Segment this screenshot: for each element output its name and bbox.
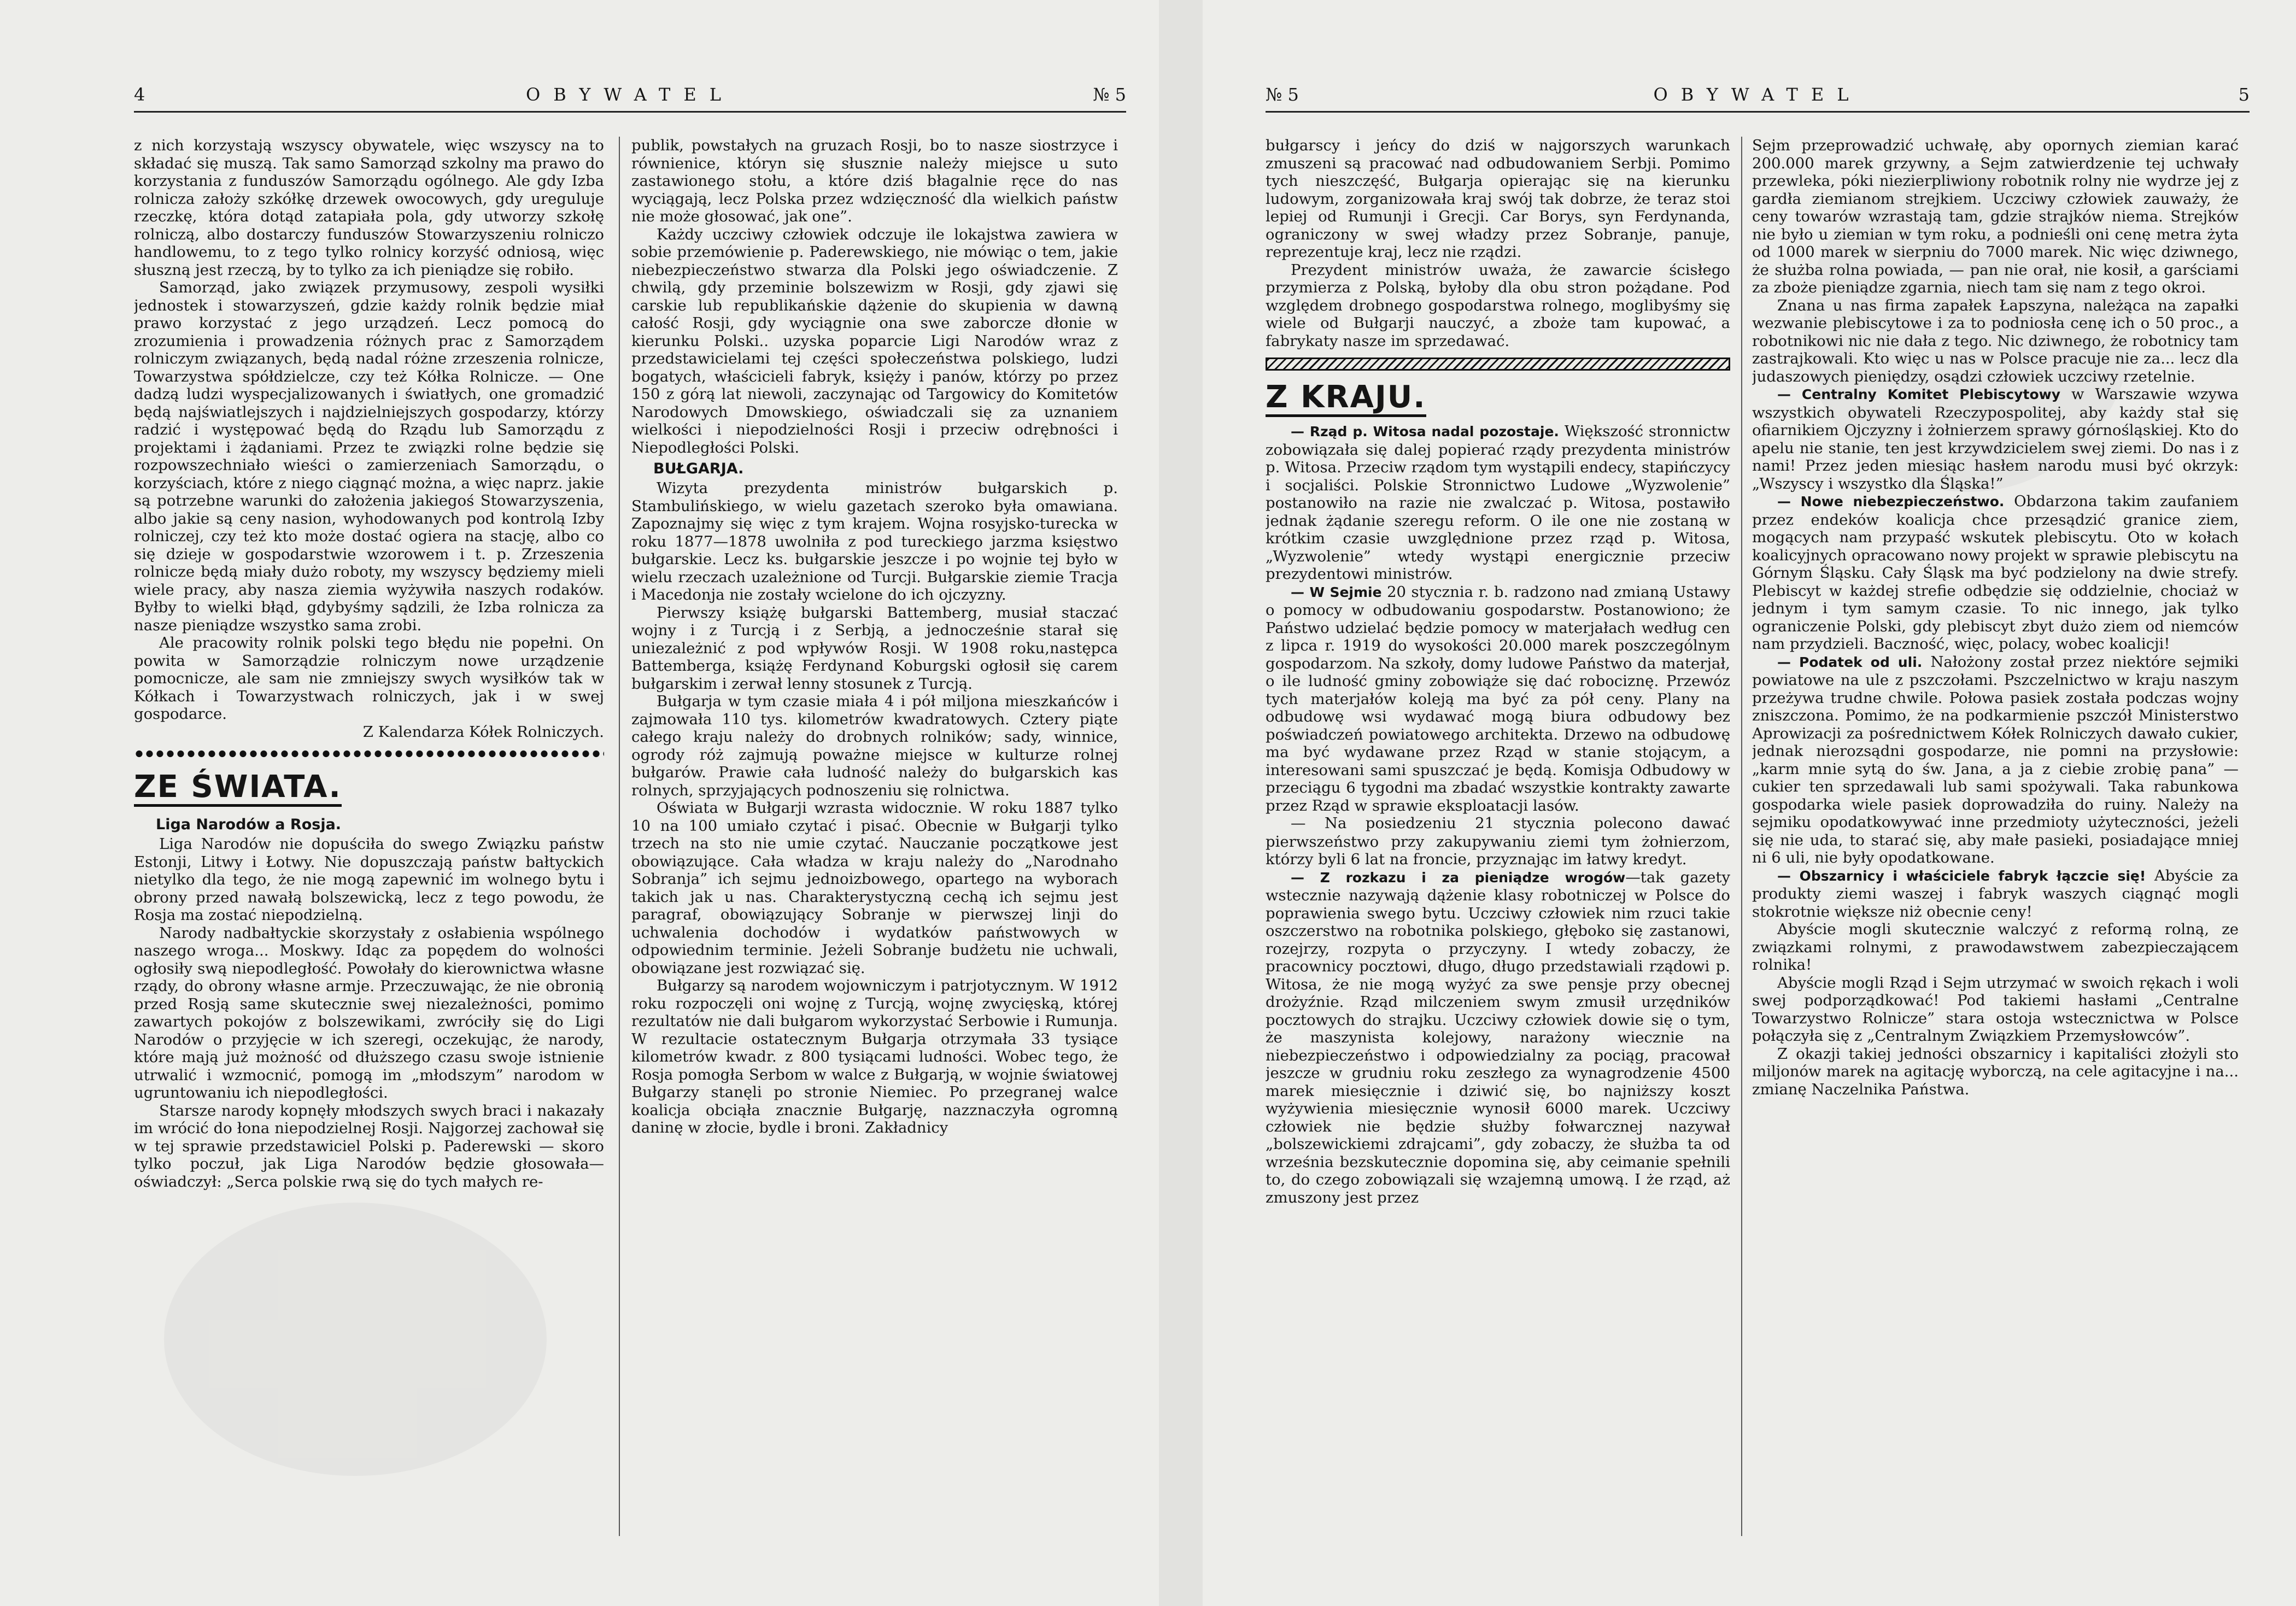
article-paragraph: Starsze narody kopnęły młodszych swych braci i nakazały im wrócić do łona niepodzielnej Rosji. Najgorzej zachował się w tej sprawie przedstawiciel Polski p. Paderewski — skoro tylko poczuł, jak Liga Narodów będzie głosowała—oświadczył: „Serca polskie rwą się do tych małych re- (134, 1101, 604, 1191)
article-paragraph: Liga Narodów nie dopuściła do swego Związku państw Estonji, Litwy i Łotwy. Nie dopuszczają państw bałtyckich nietylko dla tego, że nie mogą zapewnić im wolnego bytu i obrony przed nawałą bolszewicką, lecz z tego powodu, że Rosja ma zostać niepodzielną. (134, 835, 604, 924)
article-paragraph: Samorząd, jako związek przymusowy, zespoli wysiłki jednostek i stowarzyszeń, gdzie każdy rolnik będzie miał prawo korzystać z jego urządzeń. Lecz pomocą do zrozumienia i prowadzenia różnych prac z Samorządem rolniczym związanych, będą nadal różne zrzeszenia rolnicze, Towarzystwa spółdzielcze, czy też Kółka Rolnicze. — One dadzą ludzi wyspecjalizowanych i światłych, one gromadzić będą najświatlejszych i najdzielniejszych gospodarzy, którzy radzić i występować będą do Rządu lub Samorządu z projektami i żądaniami. Przez te związki rolne będzie się rozpowszechniało wieści o zamierzeniach Samorządu, o korzyściach, które z niego ciągnąć można, a więc naprz. jakie są potrzebne warunki do założenia jakiegoś Stowarzyszenia, albo jakie są ceny nasion, wyhodowanych pod kontrolą Izby rolniczej, czy też kto może dostać ogiera na stację, albo co się dzieje w gospodarstwie wzorowem i t. p. Zrzeszenia rolnicze będą miały dużo roboty, my wszyscy będziemy mieli wiele pracy, aby nasza ziemia wyżywiła naszych rodaków. Byłby to wielki błąd, gdybyśmy sądzili, że Izba rolnicza za nasze pieniądze wszystko sama zrobi. (134, 279, 604, 634)
article-paragraph: Oświata w Bułgarji wzrasta widocznie. W roku 1887 tylko 10 na 100 umiało czytać i pisać. Obecnie w Bułgarji tylko trzech na sto nie umie czytać. Nauczanie początkowe jest obowiązujące. Cała władza w kraju należy do „Narodnaho Sobranja” ich sejmu jednoizbowego, opartego na wyborach takich jak u nas. Charakterystyczną cechą ich sejmu jest paragraf, obowiązujący Sobranje w pierwszej linji do uchwalenia dochodów i wydatków państwowych w odpowiednim terminie. Jeżeli Sobranje budżetu nie uchwali, obowiązane jest rozwiązać się. (631, 799, 1118, 977)
page-number: 5 (2238, 84, 2250, 105)
issue-number: № 5 (1266, 84, 1299, 105)
subheading-league: Liga Narodów a Rosja. (156, 816, 342, 833)
section-title-world: ZE ŚWIATA. (134, 770, 342, 807)
article-paragraph: Narody nadbałtyckie skorzystały z osłabienia wspólnego naszego wroga... Moskwy. Idąc za popędem do wolności ogłosiły swą niepodległość. Powołały do kierownictwa własne rządy, do obrony własne armje. Przeczuwając, że nie obronią przed Rosją same skutecznie swej niezależności, pomimo zawartych pokojów z bolszewikami, zwróciły się do Ligi Narodów o przyjęcie w ich szeregi, oczekując, że narody, które mają już możność od dłuższego czasu swoje istnienie utrwalić i wzmocnić, pomogą im „młodszym” narodom w ugruntowaniu ich niepodległości. (134, 924, 604, 1101)
news-item-text: Obdarzona takim zaufaniem przez endeków koalicja chce przesądzić granice ziem, mogących nam przypaść wskutek plebiscytu. Oto w kołach koalicyjnych opracowano nowy projekt w sprawie plebiscytu na Górnym Śląsku. Cały Śląsk ma być podzielony na dwie strefy. Plebiscyt w każdej strefie odbędzie się oddzielnie, chociaż w jednym i tym samym czasie. To nic innego, jak tylko ograniczenie Polski, gdy plebiscyt zbyt dużo ziem od niemców nam przydzieli. Baczność, więc, polacy, wobec koalicji! (1752, 493, 2239, 653)
left-column-2 (631, 137, 1118, 1547)
news-item-text: Abyście za produkty ziemi waszej i fabryk waszych ciągnąć mogli stokrotnie większe niż obecnie ceny! (1752, 866, 2239, 921)
right-column-1 (1266, 137, 1730, 1547)
news-item-lead: — W Sejmie (1291, 584, 1382, 600)
article-signature: Z Kalendarza Kółek Rolniczych. (362, 723, 604, 741)
right-column-2 (1752, 137, 2239, 1547)
news-item-lead: — Centralny Komitet Plebiscytowy (1777, 386, 2061, 402)
right-page (1266, 82, 2250, 1558)
news-item (1266, 814, 1730, 869)
article-paragraph: bułgarscy i jeńcy do dziś w najgorszych warunkach zmuszeni są pracować nad odbudowaniem Serbji. Pomimo tych nieszczęść, Bułgarja opierając się na kierunku ludowym, zorganizowała kraj swój tak dobrze, że teraz stoi lepiej od Rumunji i Grecji. Car Borys, syn Ferdynanda, ograniczony w swej władzy przez Sobranje, panuje, reprezentuje kraj, lecz nie rządzi. (1266, 137, 1730, 261)
article-paragraph: Pierwszy książę bułgarski Battemberg, musiał staczać wojny i z Turcją i z Serbją, a jednocześnie starał się uniezależnić z pod wpływów Rosji. W 1908 roku,następca Battemberga, książę Ferdynand Koburgski ogłosił się carem bułgarskim i zerwał lenny stosunek z Turcją. (631, 603, 1118, 693)
article-paragraph: Z okazji takiej jedności obszarnicy i kapitaliści złożyli sto miljonów marek na agitację wyborczą, na cele agitacyjne i na... zmianę Naczelnika Państwa. (1752, 1045, 2239, 1098)
news-item-text: — Na posiedzeniu 21 stycznia polecono dawać pierwszeństwo przy zakupywaniu ziemi tym żołnierzom, którzy byli 6 lat na froncie, przyznając im łatwy kredyt. (1266, 814, 1730, 868)
issue-number: № 5 (1093, 84, 1126, 105)
news-item-text: —tak gazety wstecznie nazywają dążenie klasy robotniczej w Polsce do poprawienia swego bytu. Uczciwy człowiek nim rzuci takie oszczerstwo na robotnika polskiego, głęboko się zastanowi, rozejrzy, rozpyta o przyczyny. I wtedy zobaczy, że pracownicy pocztowi, długo, długo przedstawiali rządowi p. Witosa, że nie mogą wyżyć za swe pensje przy obecnej drożyźnie. Rząd milczeniem swym zmusił urzędników pocztowych do strajku. Uczciwy człowiek dowie się o tym, że maszynista kolejowy, narażony wiecznie na niebezpieczeństwo i odpowiedzialny za pociąg, pracował jeszcze w grudniu roku zeszłego za wynagrodzenie 4500 marek miesięcznie i dziwić się, bo najniższy koszt wyżywienia miesięcznie wynosił 6000 marek. Uczciwy człowiek nie będzie służby fołwarcznej nazywał „bolszewickiemi zdrajcami”, gdy zobaczy, że służba ta od września bezskutecznie dopomina się, aby ceimanie spełnili to, do czego zobowiązali się wzajemną umową. I że rząd, aż zmuszony jest przez (1266, 868, 1730, 1206)
article-paragraph: Bułgarzy są narodem wojowniczym i patrjotycznym. W 1912 roku rozpoczęli oni wojnę z Turcją, wojnę zwycięską, której rezultatów nie dali bułgarom wykorzystać Serbowie i Rumunja. W rezultacie ostatecznym Bułgarja otrzymała 33 tysiące kilometrów kwadr. z 800 tysiącami ludności. Wobec tego, że Rosja pomogła Serbom w walce z Bułgarją, w wojnie światowej Bułgarzy stanęli po stronie Niemiec. Po przegranej walce koalicja obciąła znacznie Bułgarję, nazznaczyła ogromną daninę w złocie, bydle i broni. Zakładnicy (631, 977, 1118, 1136)
left-page-columns (134, 137, 1126, 1547)
news-item (1752, 867, 2239, 921)
news-item-lead: — Nowe niebezpieczeństwo. (1777, 494, 2005, 509)
masthead-title: OBYWATEL (1653, 84, 1862, 105)
news-item (1266, 583, 1730, 815)
news-item (1752, 653, 2239, 867)
article-paragraph: z nich korzystają wszyscy obywatele, więc wszyscy na to składać się muszą. Tak samo Samorząd szkolny ma prawo do korzystania z funduszów Samorządu ogólnego. Ale gdy Izba rolnicza założy szkółkę drzewek owocowych, gdy ureguluje rzeczkę, która dotąd zatapiała pola, gdy utworzy szkołę rolniczą, albo dostarczy funduszów Stowarzyszeniu rolniczo handlowemu, to z tego tylko rolnicy korzyść odniosą, więc słuszną jest rzeczą, by to tylko za ich pieniądze się robiło. (134, 137, 604, 279)
ornamental-divider (134, 748, 604, 759)
news-item (1266, 423, 1730, 583)
article-paragraph: Abyście mogli Rząd i Sejm utrzymać w swoich rękach i woli swej podporządkować! Pod takiemi hasłami „Centralne Towarzystwo Rolnicze” stara ostoja wstecznictwa w Polsce połączyła się z „Centralnym Związkiem Przemysłowców”. (1752, 974, 2239, 1045)
news-item-text: w Warszawie wzywa wszystkich obywateli Rzeczypospolitej, aby każdy stał się ofiarnikiem Ojczyzny i żołnierzem sprawy górnośląskiej. Kto do apelu nie stanie, ten jest krzywdzicielem swej ziemi. Do nas i z nami! Przez jeden miesiąc hasłem narodu musi być okrzyk: „Wszyscy i wszystko dla Śląska!” (1752, 385, 2239, 493)
running-head-right (1266, 82, 2250, 113)
news-item (1752, 493, 2239, 653)
column-rule (619, 137, 620, 1536)
news-item-lead: — Z rozkazu i za pieniądze wrogów (1291, 869, 1626, 886)
right-page-columns (1266, 137, 2250, 1547)
news-item-lead: — Obszarnicy i właściciele fabryk łączcie się! (1777, 868, 2146, 884)
article-paragraph: Ale pracowity rolnik polski tego błędu nie popełni. On powita w Samorządzie rolniczym nowe urządzenie pomocnicze, ale sam nie zmniejszy swych wysiłków tak w Kółkach i Towarzystwach rolniczych, jak i w swej gospodarce. (134, 634, 604, 723)
section-title-country: Z KRAJU. (1266, 380, 1426, 417)
running-head-left (134, 82, 1126, 113)
masthead-title: OBYWATEL (526, 84, 734, 105)
article-paragraph: Bułgarja w tym czasie miała 4 i pół miljona mieszkańców i zajmowała 110 tys. kilometrów kwadratowych. Cztery piąte całego kraju należy do drobnych rolników; sady, winnice, ogrody róż zajmują poważne miejsce w kulturze rolnej bułgarów. Prawie cała ludność należy do bułgarskich kas rolnych, sprzyjających podnoszeniu się rolnictwa. (631, 693, 1118, 799)
news-item-text: Nałożony został przez niektóre sejmiki powiatowe na ule z pszczołami. Pszczelnictwo w kraju naszym przeżywa trudne chwile. Połowa pasiek została podczas wojny zniszczona. Pomimo, że na podkarmienie pszczół Ministerstwo Aprowizacji za pośrednictwem Kółek Rolniczych dawało cukier, jednak nierozsądni gospodarze, nie pomni na przysłowie: „karm mnie sytą do św. Jana, a ja z ciebie zrobię pana” — cukier ten sprzedawali lub sami spożywali. Taka rabunkowa gospodarka wiele pasiek doprowadziła do ruiny. Należy na sejmiku opodatkowywać inne przedmioty użyteczności, jeżeli się nie uda, to starać się, aby małe pasieki, posiadające mniej ni 6 uli, nie były opodatkowane. (1752, 653, 2239, 866)
column-rule (1741, 137, 1742, 1536)
news-item (1266, 869, 1730, 1207)
news-item-lead: — Rząd p. Witosa nadal pozostaje. (1291, 424, 1559, 439)
subheading-bulgaria: BUŁGARJA. (653, 460, 744, 477)
article-paragraph: Znana u nas firma zapałek Łapszyna, należąca na zapałki wezwanie plebiscytowe i za to podniosła cenę ich o 50 proc., a robotnikowi nic nie dała z tego. Nic dziwnego, że robotnicy tam zastrajkowali. Kto więc u nas w Polsce pracuje nie za... lecz dla judaszowych pieniędzy, osądzi człowiek uczciwy rzetelnie. (1752, 296, 2239, 385)
page-gutter (1159, 0, 1203, 1606)
article-paragraph: Prezydent ministrów uważa, że zawarcie ścisłego przymierza z Polską, byłoby dla obu stron pożądane. Pod względem drobnego gospodarstwa rolnego, moglibyśmy się wiele od Bułgarji nauczyć, a zboże tam kupować, a fabrykaty nasze im sprzedawać. (1266, 261, 1730, 350)
news-item-text: Większość stronnictw zobowiązała się dalej popierać rządy prezydenta ministrów p. Witosa. Przeciw rządom tym wystąpili endecy, stapińczycy i socjaliści. Polskie Stronnictwo Ludowe „Wyzwolenie” postanowiło na razie nie zwalczać p. Witosa, postawiło jednak żądanie szeregu reform. O ile one nie zostaną w krótkim czasie uwzględnione przez rząd p. Witosa, „Wyzwolenie” wtedy wystąpi energicznie przeciw prezydentowi ministrów. (1266, 423, 1730, 583)
news-item (1752, 385, 2239, 493)
article-paragraph: Każdy uczciwy człowiek odczuje ile lokajstwa zawiera w sobie przemówienie p. Paderewskiego, nie mówiąc o tem, jakie niebezpieczeństwo stwarza dla Polski jego oświadczenie. Z chwilą, gdy przeminie bolszewizm w Rosji, gdy zjawi się carskie lub republikańskie dążenie do skupienia w dawną całość Rosji, gdy wyciągnie ona swe zaborcze dłonie w kierunku Polski.. uzyska poparcie Ligi Narodów wraz z przedstawicielami tej części społeczeństwa polskiego, ludzi bogatych, właścicieli fabryk, księży i panów, którzy po przez 150 z górą lat niewoli, zaczynając od Targowicy do Komitetów Narodowych Dmowskiego, oświadczali się za uznaniem wielkości i niepodzielności Rosji i przeciw odrębności i Niepodległości Polski. (631, 225, 1118, 456)
news-item-lead: — Podatek od uli. (1777, 654, 1923, 670)
left-page (134, 82, 1126, 1558)
article-paragraph: publik, powstałych na gruzach Rosji, bo to nasze siostrzyce i równienice, któryn się słusznie należy miejsce u suto zastawionego stołu, a które dziś błagalnie ręce do nas wyciągają, lecz Polska przez wdzięczność dla wielkich państw nie może głosować, jak one”. (631, 137, 1118, 225)
article-paragraph: Abyście mogli skutecznie walczyć z reformą rolną, ze związkami rolnymi, z prawodawstwem zabezpieczającem rolnika! (1752, 921, 2239, 974)
news-item-text: 20 stycznia r. b. radzono nad zmianą Ustawy o pomocy w odbudowaniu gospodarstw. Postanowiono; że Państwo udzielać będzie pomocy w materjałach według cen z lipca r. 1919 do wysokości 20.000 marek poszczególnym gospodarzom. Na szkoły, domy ludowe Państwo da materjał, o ile ludność gminy zobowiąże się dać robociznę. Przewóz tych materjałów koleją ma być za pół ceny. Plany na odbudowę wsi wydawać mogą biura odbudowy bez poświadczeń powiatowego architekta. Drzewo na odbudowę ma być wydawane przez Rząd w stanie stojącym, a interesowani sami spuszczać je będą. Komisja Odbudowy w przeciągu 6 tygodni ma zbadać wszystkie kontrakty zawarte przez Rząd w sprawie eksploatacji lasów. (1266, 583, 1730, 814)
article-paragraph: Sejm przeprowadzić uchwałę, aby opornych ziemian karać 200.000 marek grzywny, a Sejm zatwierdzenie tej uchwały przewleka, póki niezierpliwiony robotnik rolny nie wydrze jej z gardła ziemianom strejkiem. Uczciwy człowiek zauważy, że ceny towarów wzrastają tam, gdzie strajków niema. Strejków nie było u ziemian w tym roku, a podnieśli oni cenę metra żyta od 1000 marek w sierpniu do 7000 marek. Nic więc dziwnego, że służba rolna powiada, — pan nie orał, nie kosił, a garściami za zboże pieniądze zgarnia, niech tam się nam z tego okroi. (1752, 137, 2239, 296)
page-number: 4 (134, 84, 145, 105)
ornamental-divider (1266, 357, 1730, 371)
article-paragraph: Wizyta prezydenta ministrów bułgarskich p. Stambulińskiego, w wielu gazetach szeroko była omawiana. Zapoznajmy się więc z tym krajem. Wojna rosyjsko-turecka w roku 1877—1878 uwolniła z pod tureckiego jarzma księstwo bułgarskie. Lecz ks. bułgarskie jeszcze i po wojnie tej było w wielu rzeczach uzależnione od Turcji. Bułgarskie ziemie Tracja i Macedonja nie zostały wcielone do ich ojczyzny. (631, 479, 1118, 603)
left-column-1 (134, 137, 604, 1547)
